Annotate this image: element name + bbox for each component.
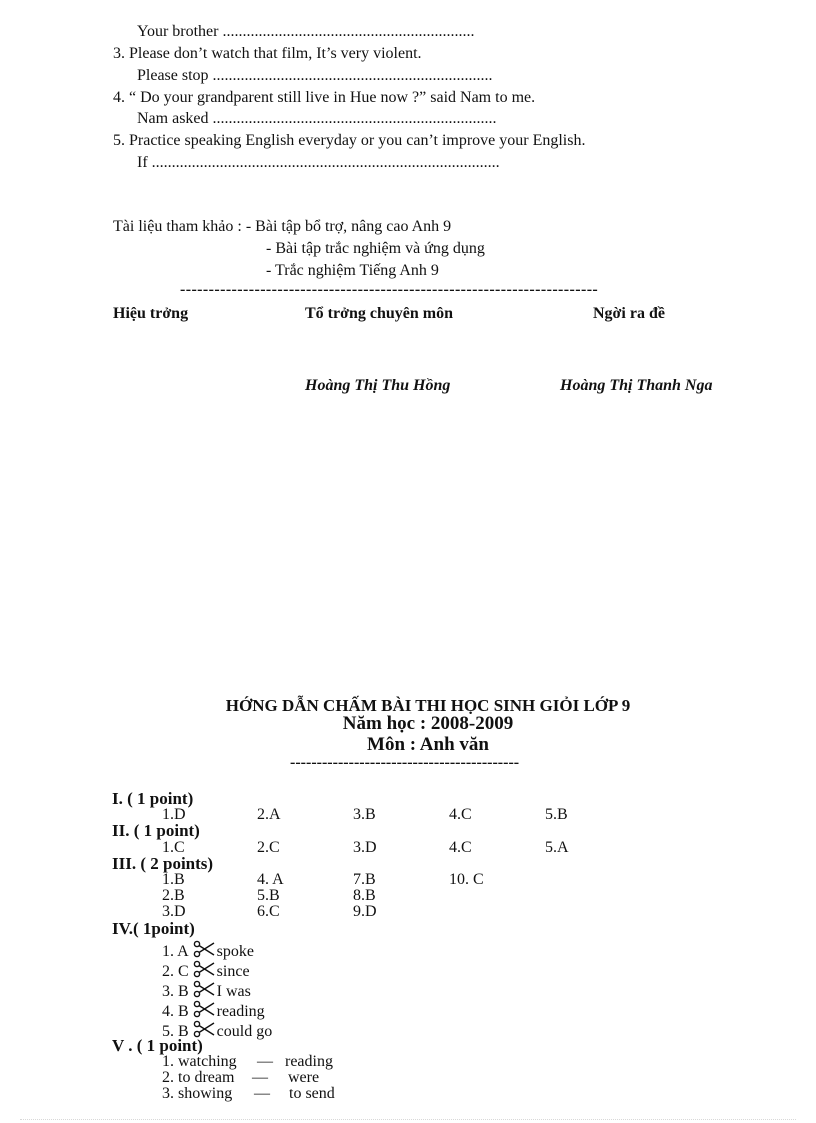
head-title: Tổ trởng chuyên môn [305, 305, 453, 322]
reference-item: - Bài tập trắc nghiệm và ứng dụng [266, 240, 485, 257]
answer-item: 5.B [257, 887, 280, 904]
answer-item: to send [289, 1085, 335, 1102]
dash: — [252, 1069, 268, 1086]
answer-item: 9.D [353, 903, 377, 920]
scissors-icon [193, 940, 215, 958]
page-edge [20, 1119, 796, 1120]
dash: — [254, 1085, 270, 1102]
answer-label: 5. B [162, 1023, 189, 1040]
references-label: Tài liệu tham khảo : - Bài tập bổ trợ, nâng cao Anh 9 [113, 218, 452, 235]
section-header: III. ( 2 points) [112, 854, 214, 873]
answer-word: spoke [216, 943, 254, 960]
answer-label: 1. A [162, 943, 189, 960]
answer-item: 4.C [449, 839, 472, 856]
answer-word: I was [216, 983, 251, 1000]
answer-item: 3.D [353, 839, 377, 856]
exercise-line: 4. “ Do your grandparent still live in Hue now ?” said Nam to me. [113, 89, 536, 106]
answer-item: 10. C [449, 871, 484, 888]
answer-item: were [288, 1069, 320, 1086]
scissors-icon [193, 1000, 215, 1018]
author-name: Hoàng Thị Thanh Nga [560, 377, 713, 394]
exercise-line: 3. Please don’t watch that film, It’s very violent. [113, 45, 422, 62]
scissors-icon [193, 980, 215, 998]
principal-title: Hiệu trởng [113, 305, 189, 322]
exercise-line: 5. Practice speaking English everyday or you can’t improve your English. [113, 132, 586, 149]
guide-title: HỚNG DẪN CHẤM BÀI THI HỌC SINH GIỎI LỚP 9 [225, 696, 631, 715]
divider: ------------------------------------------------------------------------- [180, 281, 599, 298]
guide-subject: Môn : Anh văn [367, 734, 489, 755]
guide-year: Năm học : 2008-2009 [342, 713, 514, 734]
exercise-line: Your brother ............................................................... [137, 23, 475, 40]
answer-item: 5.B [545, 806, 568, 823]
answer-item: 2.C [257, 839, 280, 856]
exercise-line: If ....................................................................................... [137, 154, 500, 171]
answer-item: 5.A [545, 839, 569, 856]
answer-label: 4. B [162, 1003, 189, 1020]
answer-label: 3. B [162, 983, 189, 1000]
guide-divider: ------------------------------------------- [290, 754, 520, 771]
answer-word: reading [216, 1003, 265, 1020]
answer-item [162, 980, 251, 1000]
section-header: II. ( 1 point) [112, 821, 200, 840]
author-title: Ngời ra đề [593, 305, 665, 322]
answer-item: 2.A [257, 806, 281, 823]
answer-item [162, 960, 250, 980]
answer-item: 3. showing [162, 1085, 233, 1102]
answer-item: 4. A [257, 871, 284, 888]
answer-item: reading [285, 1053, 333, 1070]
answer-item: 4.C [449, 806, 472, 823]
answer-item: 7.B [353, 871, 376, 888]
section-header: I. ( 1 point) [112, 789, 194, 808]
answer-item: 2. to dream [162, 1069, 235, 1086]
answer-item: 6.C [257, 903, 280, 920]
answer-item: 3.B [353, 806, 376, 823]
answer-item: 1. watching [162, 1053, 237, 1070]
answer-item [162, 940, 254, 960]
answer-item: 8.B [353, 887, 376, 904]
answer-word: since [216, 963, 250, 980]
answer-item [162, 1000, 265, 1020]
reference-item: - Trắc nghiệm Tiếng Anh 9 [266, 262, 439, 279]
answer-word: could go [216, 1023, 273, 1040]
answer-item: 2.B [162, 887, 185, 904]
section-header: IV.( 1point) [112, 919, 195, 938]
exercise-line: Nam asked ....................................................................... [137, 110, 497, 127]
dash: — [257, 1053, 273, 1070]
answer-label: 2. C [162, 963, 189, 980]
answer-item: 1.B [162, 871, 185, 888]
answer-item: 3.D [162, 903, 186, 920]
answer-item: 1.C [162, 839, 185, 856]
section-header: V . ( 1 point) [112, 1036, 203, 1055]
exercise-line: Please stop ...................................................................... [137, 67, 493, 84]
answer-item: 1.D [162, 806, 186, 823]
head-name: Hoàng Thị Thu Hồng [305, 377, 451, 394]
scissors-icon [193, 960, 215, 978]
